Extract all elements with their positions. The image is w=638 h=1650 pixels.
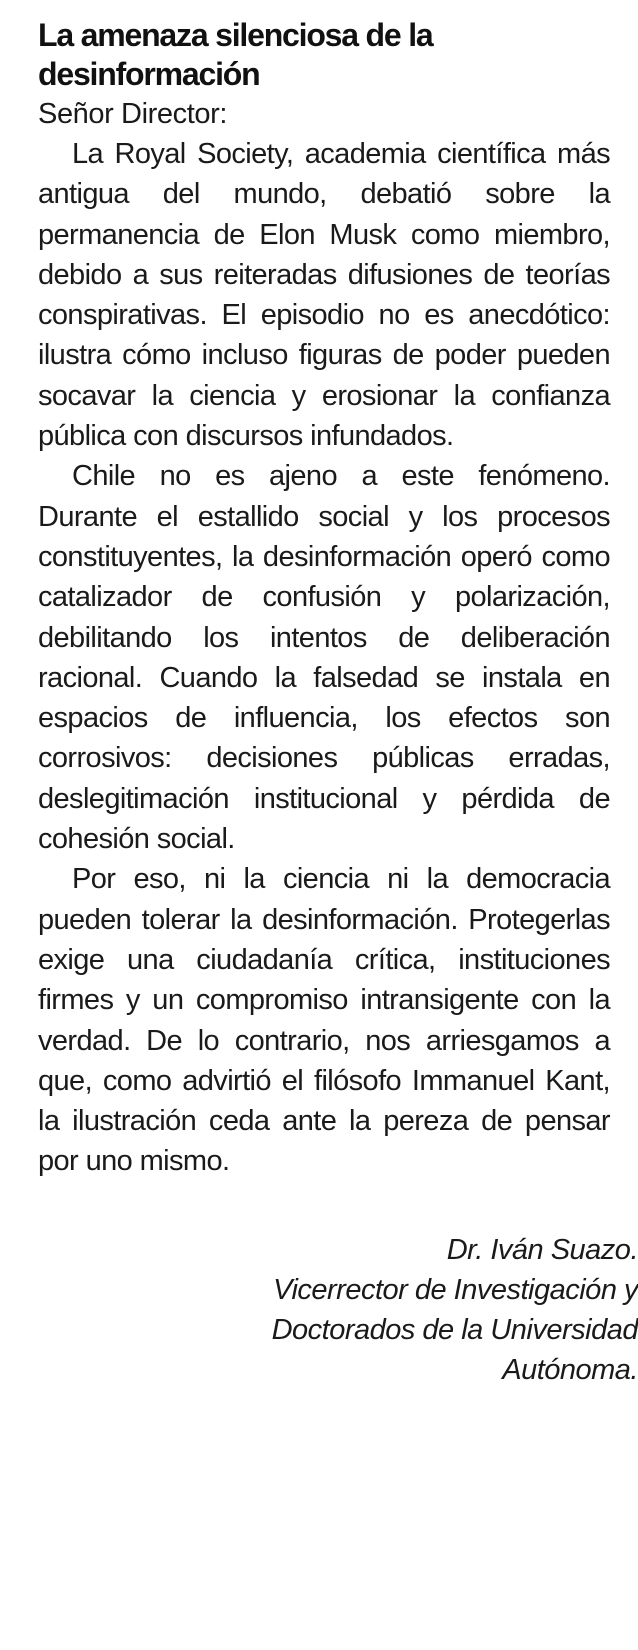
signature-name: Dr. Iván Suazo. [446,1234,638,1266]
letter-paragraph-1: La Royal Society, academia científica más antigua del mundo, debatió sobre la permanencia de Elon Musk como miembro, debido a sus reiteradas difusiones de teorías conspirativas. El episodio no es anecdótico: ilustra cómo incluso figuras de poder pueden socavar la ciencia y erosionar la confianza pública con discursos infundados. [38,138,610,453]
letter-paragraph-3: Por eso, ni la ciencia ni la democracia pueden tolerar la desinformación. Protegerlas exige una ciudadanía crítica, instituciones firmes y un compromiso intransigente con la verdad. De lo contrario, nos arriesgamos a que, como advirtió el filósofo Immanuel Kant, la ilustración ceda ante la pereza de pensar por uno mismo. [38,863,610,1178]
letter-paragraph-2: Chile no es ajeno a este fenómeno. Durante el estallido social y los procesos constituyentes, la desinformación operó como catalizador de confusión y polarización, debilitando los intentos de deliberación racional. Cuando la falsedad se instala en espacios de influencia, los efectos son corrosivos: decisiones públicas erradas, deslegitimación institucional y pérdida de cohesión social. [38,460,610,856]
letter-signature [118,1230,638,1390]
signature-role-line-2: Doctorados de la Universidad [271,1314,638,1346]
signature-role-line-1: Vicerrector de Investigación y [273,1274,638,1306]
letter-headline: La amenaza silenciosa de la desinformación [38,17,433,92]
signature-role-line-3: Autónoma. [502,1354,638,1386]
letter-article [38,16,610,1182]
letter-salutation: Señor Director: [38,98,228,130]
